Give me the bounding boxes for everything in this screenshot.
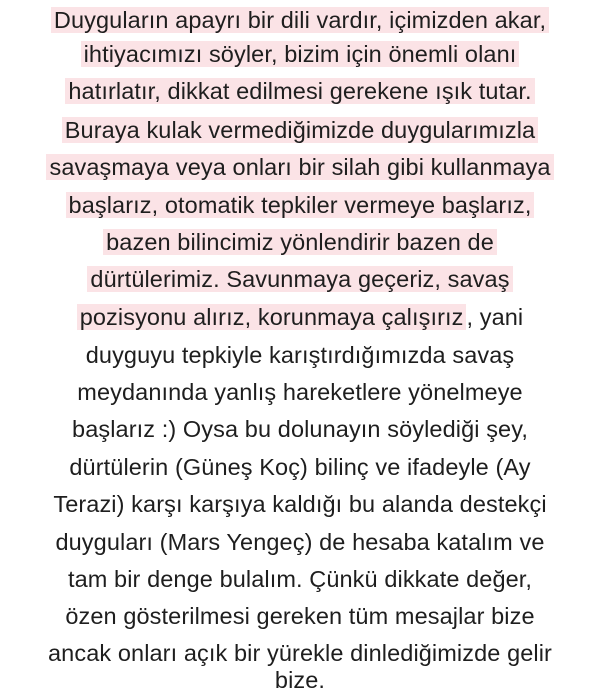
text-line-10	[0, 338, 600, 372]
plain-text: bize.	[274, 667, 326, 693]
plain-text: Terazi) karşı karşıya kaldığı bu alanda destekçi	[53, 491, 547, 517]
text-line-12	[0, 412, 600, 446]
plain-text: ancak onları açık bir yürekle dinlediğimizde gelir	[48, 640, 552, 666]
highlighted-text: Duyguların apayrı bir dili vardır, içimizden akar,	[51, 7, 549, 33]
text-line-17	[0, 599, 600, 633]
highlighted-text: hatırlatır, dikkat edilmesi gerekene ışık tutar.	[65, 78, 534, 104]
text-line-9	[0, 300, 600, 334]
text-line-15	[0, 525, 600, 559]
text-line-13	[0, 450, 600, 484]
text-line-8	[0, 262, 600, 296]
text-line-3	[0, 74, 600, 108]
highlighted-text: ihtiyacımızı söyler, bizim için önemli olanı	[81, 41, 520, 67]
highlighted-text: pozisyonu alırız, korunmaya çalışırız	[77, 304, 467, 330]
plain-text: tam bir denge bulalım. Çünkü dikkate değer,	[67, 566, 533, 592]
text-line-19	[0, 663, 600, 697]
text-line-7	[0, 225, 600, 259]
plain-text: duyguyu tepkiyle karıştırdığımızda savaş	[85, 342, 515, 368]
plain-text: meydanında yanlış hareketlere yönelmeye	[77, 379, 523, 405]
text-line-4	[0, 113, 600, 147]
text-line-16	[0, 562, 600, 596]
text-line-2	[0, 37, 600, 71]
plain-text: dürtülerin (Güneş Koç) bilinç ve ifadeyle (Ay	[69, 454, 531, 480]
plain-text: duyguları (Mars Yengeç) de hesaba katalım ve	[55, 529, 545, 555]
plain-text: , yani	[466, 304, 524, 330]
highlighted-text: savaşmaya veya onları bir silah gibi kullanmaya	[46, 154, 553, 180]
text-line-14	[0, 487, 600, 521]
highlighted-text: Buraya kulak vermediğimizde duygularımızla	[62, 117, 538, 143]
highlighted-text: bazen bilincimiz yönlendirir bazen de	[103, 229, 497, 255]
highlighted-text: başlarız, otomatik tepkiler vermeye başlarız,	[66, 192, 535, 218]
highlighted-text: dürtülerimiz. Savunmaya geçeriz, savaş	[87, 266, 512, 292]
text-line-11	[0, 375, 600, 409]
text-line-5	[0, 150, 600, 184]
text-line-1	[0, 3, 600, 37]
plain-text: başlarız :) Oysa bu dolunayın söylediği şey,	[72, 416, 528, 442]
text-line-6	[0, 188, 600, 222]
plain-text: özen gösterilmesi gereken tüm mesajlar bize	[65, 603, 535, 629]
